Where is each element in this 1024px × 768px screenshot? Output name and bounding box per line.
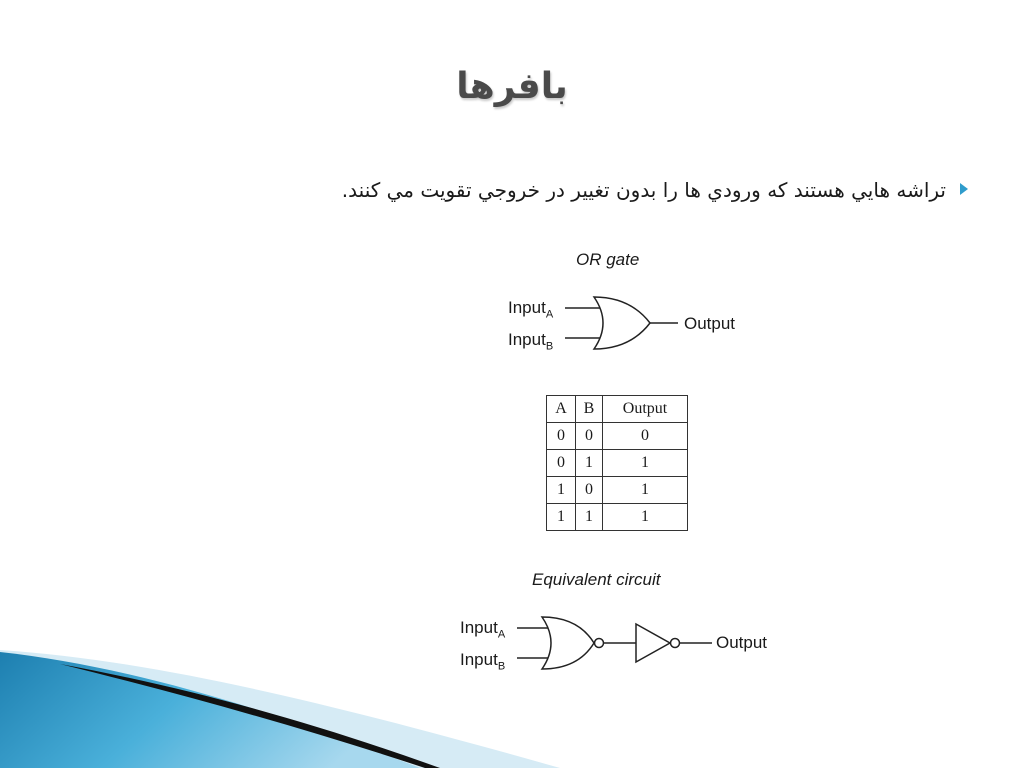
eq-input-b-sub: B xyxy=(497,660,506,673)
or-input-a-sub: A xyxy=(545,308,554,321)
eq-output-label: Output xyxy=(716,633,768,652)
table-row xyxy=(547,477,688,504)
eq-input-a-sub: A xyxy=(497,628,506,641)
or-input-b-label xyxy=(508,330,553,352)
table-row xyxy=(547,504,688,531)
truth-cell: 0 xyxy=(576,423,603,450)
truth-cell: 0 xyxy=(576,477,603,504)
or-gate-caption: OR gate xyxy=(576,250,640,269)
bullet-item xyxy=(66,178,946,202)
nor-not-circuit-symbol xyxy=(512,614,717,670)
or-input-a-label xyxy=(508,298,553,320)
truth-table-header-row xyxy=(547,396,688,423)
truth-header-a: A xyxy=(547,396,576,423)
or-gate-symbol xyxy=(560,294,685,350)
or-input-b-sub: B xyxy=(545,340,554,353)
eq-input-b-label xyxy=(460,650,505,672)
truth-cell: 1 xyxy=(576,504,603,531)
truth-cell: 1 xyxy=(576,450,603,477)
table-row xyxy=(547,450,688,477)
truth-cell: 1 xyxy=(603,477,688,504)
or-output-label: Output xyxy=(684,314,736,333)
bullet-text: تراشه هايي هستند كه ورودي ها را بدون تغيير در خروجي تقويت مي كنند. xyxy=(341,178,946,202)
eq-input-b-text: Input xyxy=(460,650,498,669)
truth-header-b: B xyxy=(576,396,603,423)
truth-cell: 1 xyxy=(603,504,688,531)
truth-cell: 0 xyxy=(603,423,688,450)
table-row xyxy=(547,423,688,450)
bullet-arrow-icon xyxy=(960,183,968,195)
or-input-a-text: Input xyxy=(508,298,546,317)
eq-input-a-label xyxy=(460,618,505,640)
truth-cell: 1 xyxy=(547,477,576,504)
eq-input-a-text: Input xyxy=(460,618,498,637)
truth-cell: 0 xyxy=(547,423,576,450)
truth-table xyxy=(546,395,688,531)
truth-cell: 1 xyxy=(547,504,576,531)
truth-header-output: Output xyxy=(603,396,688,423)
slide-title: بافرها xyxy=(456,66,568,107)
or-input-b-text: Input xyxy=(508,330,546,349)
equivalent-circuit-caption: Equivalent circuit xyxy=(532,570,661,589)
truth-cell: 0 xyxy=(547,450,576,477)
truth-cell: 1 xyxy=(603,450,688,477)
